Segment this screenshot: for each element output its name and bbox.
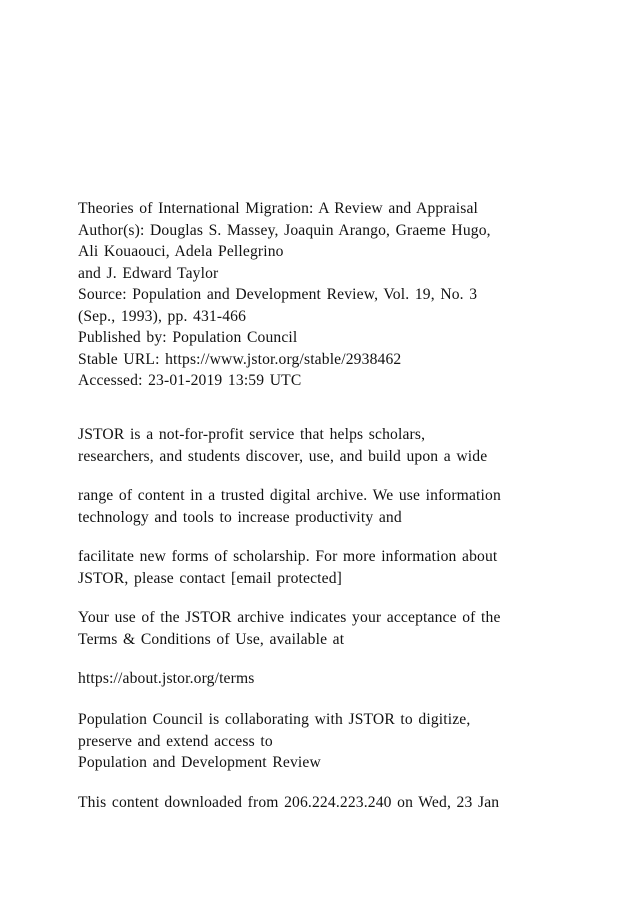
terms-url-paragraph [78, 668, 618, 690]
notice-line: Your use of the JSTOR archive indicates your acceptance of the [78, 609, 501, 626]
publisher-line: Published by: Population Council [78, 329, 298, 346]
collaboration-line: Population Council is collaborating with JSTOR to digitize, [78, 711, 471, 728]
notice-line: facilitate new forms of scholarship. For more information about [78, 548, 498, 565]
notice-line: JSTOR is a not-for-profit service that helps scholars, [78, 426, 426, 443]
notice-line: range of content in a trusted digital archive. We use information [78, 487, 501, 504]
terms-url: https://about.jstor.org/terms [78, 670, 255, 687]
terms-paragraph [78, 607, 618, 650]
citation-block [78, 198, 618, 392]
source-line: (Sep., 1993), pp. 431-466 [78, 307, 247, 325]
stable-url-line: Stable URL: https://www.jstor.org/stable/2938462 [78, 350, 402, 368]
download-notice [78, 792, 618, 814]
notice-line: Terms & Conditions of Use, available at [78, 630, 345, 648]
journal-name: Population and Development Review [78, 754, 321, 771]
accessed-line: Accessed: 23-01-2019 13:59 UTC [78, 372, 302, 389]
authors-line: and J. Edward Taylor [78, 264, 219, 282]
jstor-notice-paragraph [78, 424, 618, 467]
jstor-notice-paragraph [78, 546, 618, 589]
notice-line: JSTOR, please contact [email protected] [78, 569, 343, 587]
collaboration-line: preserve and extend access to [78, 732, 273, 750]
source-line: Source: Population and Development Review, Vol. 19, No. 3 [78, 286, 478, 303]
collaboration-paragraph [78, 709, 618, 774]
notice-line: technology and tools to increase productivity and [78, 508, 402, 526]
authors-line: Ali Kouaouci, Adela Pellegrino [78, 243, 284, 260]
download-line: This content downloaded from 206.224.223.240 on Wed, 23 Jan [78, 794, 500, 811]
notice-line: researchers, and students discover, use, and build upon a wide [78, 447, 488, 465]
article-title: Theories of International Migration: A Review and Appraisal [78, 200, 479, 217]
jstor-notice-paragraph [78, 485, 618, 528]
authors-line: Author(s): Douglas S. Massey, Joaquin Arango, Graeme Hugo, [78, 221, 491, 239]
